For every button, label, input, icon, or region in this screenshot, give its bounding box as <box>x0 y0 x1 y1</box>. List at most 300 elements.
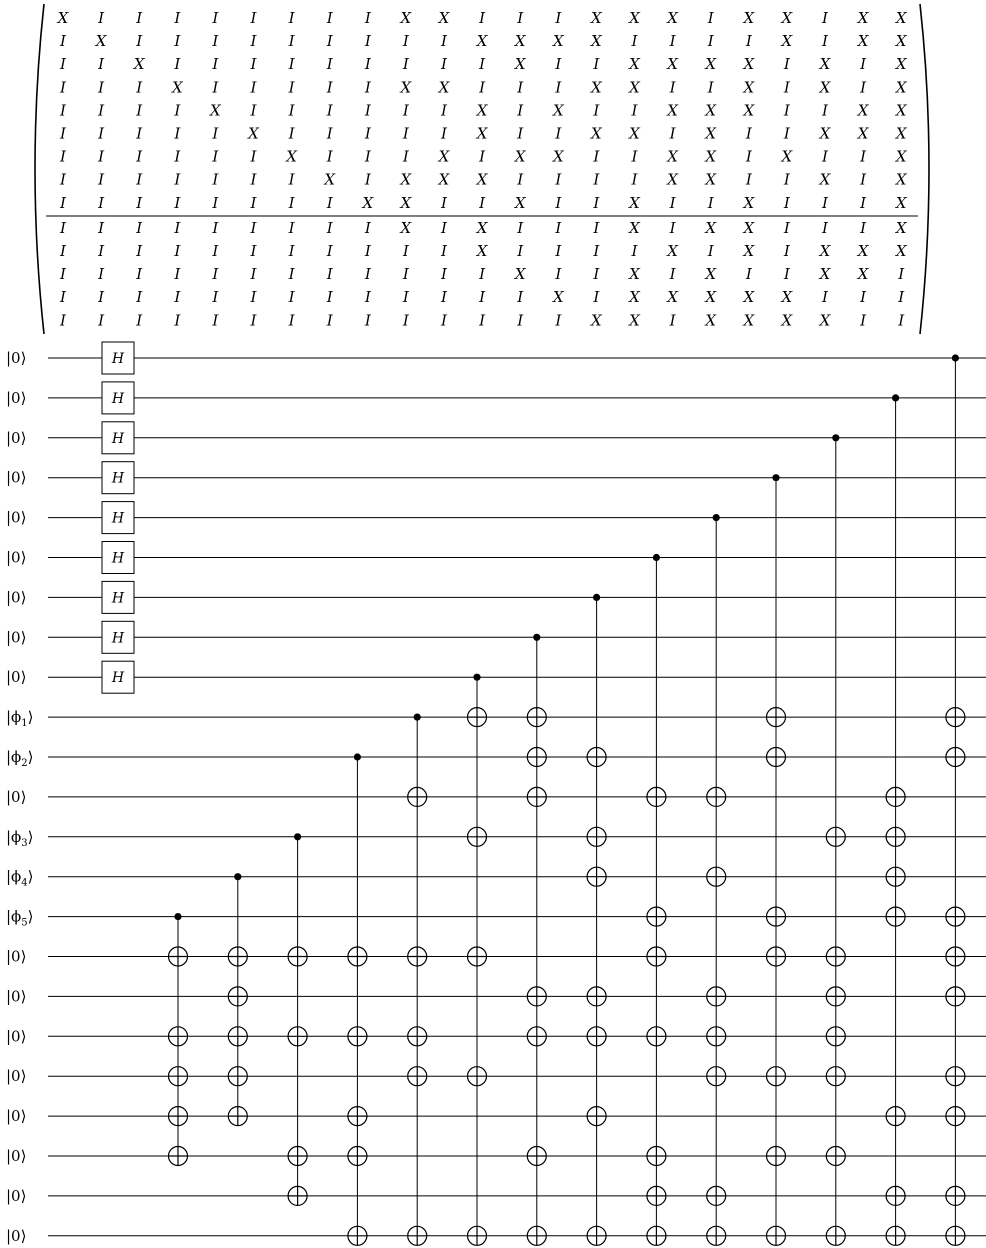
matrix-entry: I <box>288 288 295 307</box>
qubit-label: |0⟩ <box>6 1107 27 1126</box>
cnot-target <box>228 987 247 1006</box>
matrix-entry: I <box>326 311 333 330</box>
svg-text:H: H <box>111 510 125 527</box>
matrix-entry: I <box>136 242 143 260</box>
matrix-entry: I <box>364 124 371 143</box>
cnot-target <box>587 1107 606 1126</box>
matrix-entry: X <box>400 193 412 212</box>
matrix-entry: I <box>745 124 752 143</box>
matrix-entry: X <box>819 124 831 143</box>
cnot-target <box>707 787 726 806</box>
matrix-entry: X <box>895 32 907 51</box>
matrix-entry: X <box>57 9 69 27</box>
matrix-entry: I <box>479 147 486 166</box>
matrix-right-bracket <box>920 4 929 334</box>
matrix-entry: I <box>98 55 105 74</box>
matrix-entry: I <box>288 170 295 189</box>
matrix-entry: X <box>667 170 678 189</box>
matrix-entry: I <box>250 218 257 237</box>
matrix-entry: X <box>514 193 526 212</box>
matrix-entry: I <box>60 32 66 51</box>
matrix-entry: I <box>669 78 676 97</box>
matrix-entry: I <box>60 101 66 120</box>
matrix-entry: I <box>555 193 562 212</box>
matrix-entry: I <box>441 55 447 74</box>
hadamard-gate <box>102 502 134 534</box>
matrix-entry: X <box>514 55 526 74</box>
control-dot <box>892 394 899 401</box>
cnot-target <box>886 827 905 846</box>
matrix-entry: I <box>174 242 181 260</box>
matrix-entry: X <box>476 32 488 51</box>
cnot-target <box>767 1147 786 1166</box>
matrix-entry: I <box>555 265 562 284</box>
matrix-entry: I <box>783 101 790 120</box>
matrix-entry: I <box>288 78 295 97</box>
matrix-entry: X <box>667 9 678 27</box>
qubit-label: |0⟩ <box>6 349 27 367</box>
matrix-entry: X <box>705 288 717 307</box>
cnot-target <box>826 1067 845 1086</box>
matrix-entry: X <box>705 265 717 284</box>
matrix-entry: I <box>288 218 295 237</box>
cnot-target <box>288 1186 307 1205</box>
matrix-entry: I <box>364 288 371 307</box>
cnot-target <box>348 1107 367 1126</box>
cnot-target <box>826 1147 845 1166</box>
svg-text:H: H <box>111 430 125 447</box>
matrix-entry: X <box>400 9 412 27</box>
cnot-target <box>527 1226 546 1245</box>
matrix-entry: I <box>212 9 219 27</box>
matrix-entry: I <box>745 32 752 51</box>
matrix-entry: X <box>743 9 755 27</box>
matrix-entry: I <box>783 265 790 284</box>
cnot-target <box>767 1226 786 1245</box>
qubit-label: $|\phi_5⟩$ <box>6 907 34 929</box>
matrix-entry: I <box>479 78 486 97</box>
matrix-entry: I <box>593 288 600 307</box>
cnot-target <box>647 1147 666 1166</box>
matrix-entry: I <box>441 101 447 120</box>
matrix-entry: X <box>552 147 564 166</box>
matrix-entry: I <box>212 242 219 260</box>
matrix-entry: X <box>438 147 450 166</box>
cnot-target <box>946 907 965 926</box>
cnot-target <box>946 1107 965 1126</box>
matrix-entry: I <box>326 55 333 74</box>
matrix-entry: I <box>326 288 333 307</box>
matrix-entry: I <box>479 9 486 27</box>
matrix-entry: I <box>860 55 867 74</box>
matrix-entry: X <box>781 311 793 330</box>
matrix-entry: I <box>860 78 867 97</box>
qubit-label: |0⟩ <box>6 508 27 527</box>
matrix-entry: I <box>288 193 295 212</box>
matrix-entry: X <box>857 32 869 51</box>
cnot-target <box>826 827 845 846</box>
cnot-target <box>767 708 786 727</box>
matrix-entry: X <box>552 32 564 51</box>
control-dot <box>234 873 241 880</box>
cnot-target <box>228 1107 247 1126</box>
control-dot <box>533 634 540 641</box>
matrix-entry: I <box>136 311 143 330</box>
matrix-entry: X <box>743 193 755 212</box>
matrix-entry: I <box>174 101 181 120</box>
matrix-entry: I <box>98 78 105 97</box>
matrix-entry: I <box>98 9 105 27</box>
svg-text:H: H <box>111 390 125 407</box>
matrix-entry: I <box>136 265 143 284</box>
qubit-label: |0⟩ <box>6 787 27 806</box>
matrix-entry: I <box>822 101 828 120</box>
matrix-entry: X <box>667 147 678 166</box>
matrix-entry: I <box>136 147 143 166</box>
matrix-entry: I <box>60 124 66 143</box>
matrix-entry: X <box>476 101 488 120</box>
matrix-entry: I <box>783 170 790 189</box>
matrix-entry: I <box>60 55 66 74</box>
matrix-entry: I <box>136 193 143 212</box>
matrix-entry: I <box>288 311 295 330</box>
matrix-entry: I <box>212 218 219 237</box>
cnot-target <box>946 1226 965 1245</box>
matrix-entry: X <box>743 101 755 120</box>
matrix-entry: I <box>136 218 143 237</box>
cnot-target <box>527 1147 546 1166</box>
matrix-entry: I <box>212 193 219 212</box>
matrix-entry: I <box>364 170 371 189</box>
matrix-entry: I <box>326 193 333 212</box>
hadamard-gate <box>102 422 134 454</box>
matrix-entry: X <box>819 170 831 189</box>
hadamard-gate <box>102 542 134 574</box>
matrix-entry: X <box>857 124 869 143</box>
qubit-label: |0⟩ <box>6 388 27 407</box>
qubit-label: |0⟩ <box>6 668 27 687</box>
matrix-entry: X <box>705 147 717 166</box>
matrix-entry: I <box>98 288 105 307</box>
cnot-target <box>169 1027 188 1046</box>
matrix-entry: I <box>288 242 295 260</box>
matrix-entry: X <box>400 78 412 97</box>
cnot-target <box>946 708 965 727</box>
matrix-entry: I <box>631 32 638 51</box>
matrix-entry: X <box>476 124 488 143</box>
matrix-entry: I <box>822 32 828 51</box>
cnot-target <box>767 947 786 966</box>
matrix-entry: I <box>364 32 371 51</box>
matrix-entry: X <box>210 101 221 120</box>
matrix-entry: I <box>98 242 105 260</box>
cnot-target <box>826 1027 845 1046</box>
cnot-target <box>288 1147 307 1166</box>
matrix-entry: X <box>819 55 831 74</box>
matrix-entry: I <box>136 288 143 307</box>
matrix-entry: X <box>552 101 564 120</box>
matrix-entry: X <box>514 147 526 166</box>
matrix-entry: I <box>555 78 562 97</box>
cnot-target <box>527 1027 546 1046</box>
cnot-target <box>647 1027 666 1046</box>
cnot-target <box>169 1107 188 1126</box>
matrix-entry: I <box>402 265 409 284</box>
matrix-entry: I <box>441 265 447 284</box>
matrix-entry: I <box>212 288 219 307</box>
matrix-entry: X <box>629 265 640 284</box>
control-dot <box>473 674 480 681</box>
cnot-target <box>408 1027 427 1046</box>
svg-text:H: H <box>111 550 125 567</box>
cnot-target <box>767 748 786 767</box>
cnot-target <box>228 1067 247 1086</box>
matrix-entry: X <box>514 265 526 284</box>
cnot-target <box>527 987 546 1006</box>
cnot-target <box>587 827 606 846</box>
matrix-entry: I <box>288 9 295 27</box>
svg-text:H: H <box>111 351 125 367</box>
matrix-entry: I <box>250 78 257 97</box>
qubit-label: $|\phi_3⟩$ <box>6 827 34 849</box>
matrix-entry: I <box>212 147 219 166</box>
matrix-entry: I <box>631 147 638 166</box>
control-dot <box>354 753 361 760</box>
matrix-entry: I <box>479 265 486 284</box>
matrix-entry: I <box>783 78 790 97</box>
matrix-entry: I <box>555 124 562 143</box>
cnot-target <box>647 947 666 966</box>
control-dot <box>653 554 660 561</box>
matrix-entry: I <box>555 9 562 27</box>
matrix-entry: I <box>402 242 409 260</box>
matrix-entry: X <box>705 101 717 120</box>
matrix-entry: I <box>174 265 181 284</box>
matrix-entry: X <box>514 32 526 51</box>
matrix-entry: X <box>743 218 755 237</box>
matrix-entry: X <box>438 9 450 27</box>
cnot-target <box>169 947 188 966</box>
cnot-target <box>767 907 786 926</box>
cnot-target <box>169 1067 188 1086</box>
matrix-entry: I <box>517 311 524 330</box>
matrix-entry: I <box>402 101 409 120</box>
cnot-target <box>408 947 427 966</box>
matrix-entry: I <box>860 147 867 166</box>
cnot-target <box>826 987 845 1006</box>
matrix-entry: I <box>860 311 867 330</box>
matrix-entry: I <box>631 242 638 260</box>
matrix-entry: X <box>591 32 602 51</box>
matrix-entry: I <box>174 170 181 189</box>
matrix-entry: X <box>171 78 183 97</box>
matrix-entry: I <box>593 193 600 212</box>
qubit-label: |0⟩ <box>6 1186 27 1205</box>
matrix-entry: I <box>98 265 105 284</box>
matrix-entry: I <box>288 55 295 74</box>
matrix-entry: I <box>669 124 676 143</box>
cnot-target <box>348 947 367 966</box>
control-dot <box>952 354 959 361</box>
matrix-entry: I <box>136 124 143 143</box>
matrix-entry: X <box>895 147 907 166</box>
cnot-target <box>408 1067 427 1086</box>
cnot-target <box>228 947 247 966</box>
matrix-entry: I <box>860 193 867 212</box>
matrix-entry: X <box>743 242 755 260</box>
matrix-entry: I <box>517 288 524 307</box>
matrix-entry: I <box>517 101 524 120</box>
matrix-entry: I <box>669 311 676 330</box>
cnot-target <box>707 987 726 1006</box>
matrix-entry: X <box>819 265 831 284</box>
qubit-label: $|\phi_4⟩$ <box>6 867 34 889</box>
matrix-entry: I <box>517 124 524 143</box>
matrix-entry: I <box>860 288 867 307</box>
cnot-target <box>468 1067 487 1086</box>
svg-text:H: H <box>111 590 125 607</box>
matrix-entry: I <box>593 147 600 166</box>
matrix-entry: I <box>326 124 333 143</box>
matrix-entry: I <box>326 78 333 97</box>
hadamard-gate <box>102 581 134 613</box>
matrix-entry: I <box>822 147 828 166</box>
matrix-entry: I <box>898 265 905 284</box>
matrix-entry: I <box>174 288 181 307</box>
matrix-entry: I <box>250 55 257 74</box>
matrix-entry: I <box>98 311 105 330</box>
matrix-entry: X <box>591 78 602 97</box>
matrix-entry: X <box>705 218 717 237</box>
cnot-target <box>408 787 427 806</box>
matrix-entry: X <box>819 311 831 330</box>
qubit-label: |0⟩ <box>6 588 27 607</box>
cnot-target <box>886 1186 905 1205</box>
matrix-entry: I <box>212 78 219 97</box>
matrix-entry: I <box>212 55 219 74</box>
matrix-entry: I <box>250 170 257 189</box>
matrix-entry: I <box>402 124 409 143</box>
cnot-target <box>587 1027 606 1046</box>
matrix-entry: X <box>895 193 907 212</box>
cnot-target <box>348 1147 367 1166</box>
matrix-entry: I <box>136 101 143 120</box>
matrix-entry: X <box>857 265 869 284</box>
matrix-entry: X <box>857 9 869 27</box>
matrix-entry: I <box>60 288 66 307</box>
matrix-entry: I <box>593 55 600 74</box>
matrix-entry: I <box>250 288 257 307</box>
cnot-target <box>886 867 905 886</box>
matrix-entry: I <box>479 288 486 307</box>
cnot-target <box>228 1027 247 1046</box>
matrix-entry: X <box>324 170 336 189</box>
matrix-entry: I <box>288 101 295 120</box>
matrix-entry: I <box>136 32 143 51</box>
matrix-entry: X <box>667 101 678 120</box>
matrix-entry: I <box>60 218 66 237</box>
matrix-entry: I <box>136 9 143 27</box>
matrix-entry: I <box>326 242 333 260</box>
matrix-entry: X <box>895 55 907 74</box>
matrix-entry: I <box>364 311 371 330</box>
matrix-entry: I <box>98 124 105 143</box>
matrix-entry: I <box>364 55 371 74</box>
qubit-label: |0⟩ <box>6 1027 27 1046</box>
matrix-entry: I <box>402 311 409 330</box>
matrix-entry: I <box>479 193 486 212</box>
qubit-label: |0⟩ <box>6 1147 27 1165</box>
cnot-target <box>468 947 487 966</box>
matrix-entry: X <box>743 55 755 74</box>
svg-text:H: H <box>111 670 125 687</box>
hadamard-gate <box>102 621 134 653</box>
matrix-entry: X <box>895 9 907 27</box>
matrix-entry: X <box>286 147 297 166</box>
matrix-entry: I <box>631 101 638 120</box>
matrix-entry: I <box>364 242 371 260</box>
matrix-entry: I <box>555 55 562 74</box>
matrix-entry: I <box>98 218 105 237</box>
matrix-entry: I <box>212 265 219 284</box>
matrix-entry: I <box>555 311 562 330</box>
matrix-entry: X <box>819 242 831 260</box>
cnot-target <box>946 1186 965 1205</box>
matrix-entry: X <box>133 55 145 74</box>
matrix-entry: X <box>781 32 793 51</box>
cnot-target <box>408 1226 427 1245</box>
matrix-entry: I <box>250 9 257 27</box>
matrix-entry: I <box>136 170 143 189</box>
matrix-entry: X <box>591 311 602 330</box>
cnot-target <box>767 1067 786 1086</box>
cnot-target <box>707 1027 726 1046</box>
matrix-entry: X <box>667 55 678 74</box>
matrix-entry: I <box>707 78 714 97</box>
matrix-entry: I <box>212 32 219 51</box>
matrix-entry: X <box>248 124 259 143</box>
matrix-entry: I <box>326 32 333 51</box>
matrix-entry: I <box>669 193 676 212</box>
matrix-entry: X <box>476 170 488 189</box>
qubit-label: |0⟩ <box>6 1067 27 1086</box>
matrix-entry: I <box>250 242 257 260</box>
matrix-entry: I <box>593 101 600 120</box>
matrix-entry: X <box>629 193 640 212</box>
matrix-entry: I <box>364 147 371 166</box>
matrix-entry: X <box>629 288 640 307</box>
cnot-target <box>946 987 965 1006</box>
cnot-target <box>288 1027 307 1046</box>
control-dot <box>174 913 181 920</box>
cnot-target <box>468 708 487 727</box>
matrix-entry: X <box>781 288 793 307</box>
control-dot <box>294 833 301 840</box>
matrix-entry: X <box>629 55 640 74</box>
cnot-target <box>886 907 905 926</box>
matrix-entry: I <box>441 311 447 330</box>
cnot-target <box>647 907 666 926</box>
qubit-label: |0⟩ <box>6 428 27 447</box>
matrix-entry: I <box>441 288 447 307</box>
matrix-entry: X <box>552 288 564 307</box>
cnot-target <box>348 1226 367 1245</box>
matrix-entry: X <box>438 78 450 97</box>
matrix-entry: I <box>441 242 447 260</box>
hadamard-gate <box>102 661 134 693</box>
matrix-entry: I <box>326 9 333 27</box>
hadamard-gate <box>102 342 134 374</box>
